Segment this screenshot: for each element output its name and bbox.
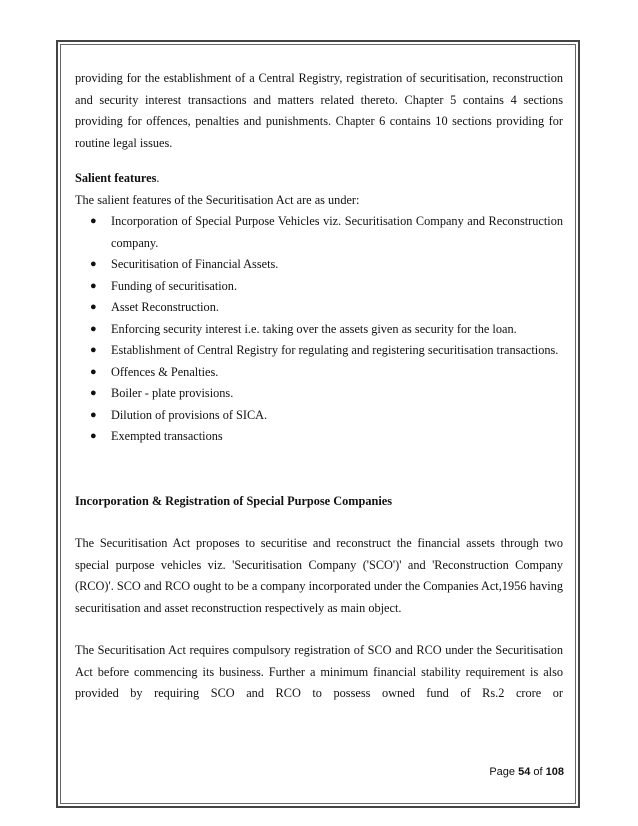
list-item xyxy=(75,297,563,319)
list-item-text: Boiler - plate provisions. xyxy=(111,386,234,400)
bullet-icon: ● xyxy=(90,387,97,399)
list-item xyxy=(75,426,563,448)
list-item xyxy=(75,383,563,405)
page-footer xyxy=(489,766,564,778)
bullet-icon: ● xyxy=(90,365,97,378)
of-word: of xyxy=(533,766,543,778)
list-item-text: Enforcing security interest i.e. taking over the assets given as security for the loan. xyxy=(111,321,517,336)
list-item xyxy=(75,211,563,254)
list-item-text: Incorporation of Special Purpose Vehicles viz. Securitisation Company and Reconstruction company. xyxy=(111,214,563,250)
spacer xyxy=(75,448,563,491)
page-word: Page xyxy=(489,766,516,778)
list-item xyxy=(75,319,563,341)
spacer xyxy=(75,512,563,533)
spacer xyxy=(75,154,563,168)
salient-heading-suffix: . xyxy=(156,171,160,185)
salient-heading xyxy=(75,168,563,190)
incorporation-paragraph-1: The Securitisation Act proposes to securitise and reconstruct the financial assets through two special purpose vehicles viz. 'Securitisation Company ('SCO')' and 'Reconstruction Company (RCO)'. SCO and RCO ought to be a company incorporated under the Companies Act,1956 having securitisation and asset reconstruction respectively as main object. xyxy=(75,536,563,615)
page-number: 54 xyxy=(518,766,531,778)
bullet-icon: ● xyxy=(90,279,97,292)
salient-heading-text: Salient features xyxy=(75,171,157,185)
list-item-text: Offences & Penalties. xyxy=(111,364,219,379)
list-item xyxy=(75,340,563,362)
list-item xyxy=(75,405,563,427)
incorporation-paragraph-2: The Securitisation Act requires compulsory registration of SCO and RCO under the Securitisation Act before commencing its business. Further a minimum financial stability requirement is also provided by requiring SCO and RCO to possess owned fund of Rs.2 crore or xyxy=(75,643,563,700)
list-item xyxy=(75,362,563,384)
incorporation-heading: Incorporation & Registration of Special Purpose Companies xyxy=(75,493,392,508)
salient-features-list xyxy=(75,211,563,448)
bullet-icon: ● xyxy=(90,215,97,227)
total-pages: 108 xyxy=(545,766,564,778)
bullet-icon: ● xyxy=(90,258,97,270)
list-item-text: Funding of securitisation. xyxy=(111,278,238,293)
list-item-text: Dilution of provisions of SICA. xyxy=(111,407,268,422)
bullet-icon: ● xyxy=(90,430,97,442)
intro-paragraph: providing for the establishment of a Central Registry, registration of securitisation, reconstruction and security interest transactions and matters related thereto. Chapter 5 contains 4 sections providing for offences, penalties and punishments. Chapter 6 contains 10 sections providing for routine legal issues. xyxy=(75,71,563,150)
list-item-text: Establishment of Central Registry for regulating and registering securitisation transactions. xyxy=(111,343,559,357)
salient-intro: The salient features of the Securitisation Act are as under: xyxy=(75,192,360,207)
bullet-icon: ● xyxy=(90,322,97,335)
list-item-text: Asset Reconstruction. xyxy=(111,300,219,314)
list-item-text: Securitisation of Financial Assets. xyxy=(111,257,279,271)
spacer xyxy=(75,619,563,640)
bullet-icon: ● xyxy=(90,344,97,356)
document-body xyxy=(75,68,563,705)
bullet-icon: ● xyxy=(90,301,97,313)
list-item-text: Exempted transactions xyxy=(111,429,223,443)
list-item xyxy=(75,254,563,276)
list-item xyxy=(75,276,563,298)
bullet-icon: ● xyxy=(90,408,97,421)
